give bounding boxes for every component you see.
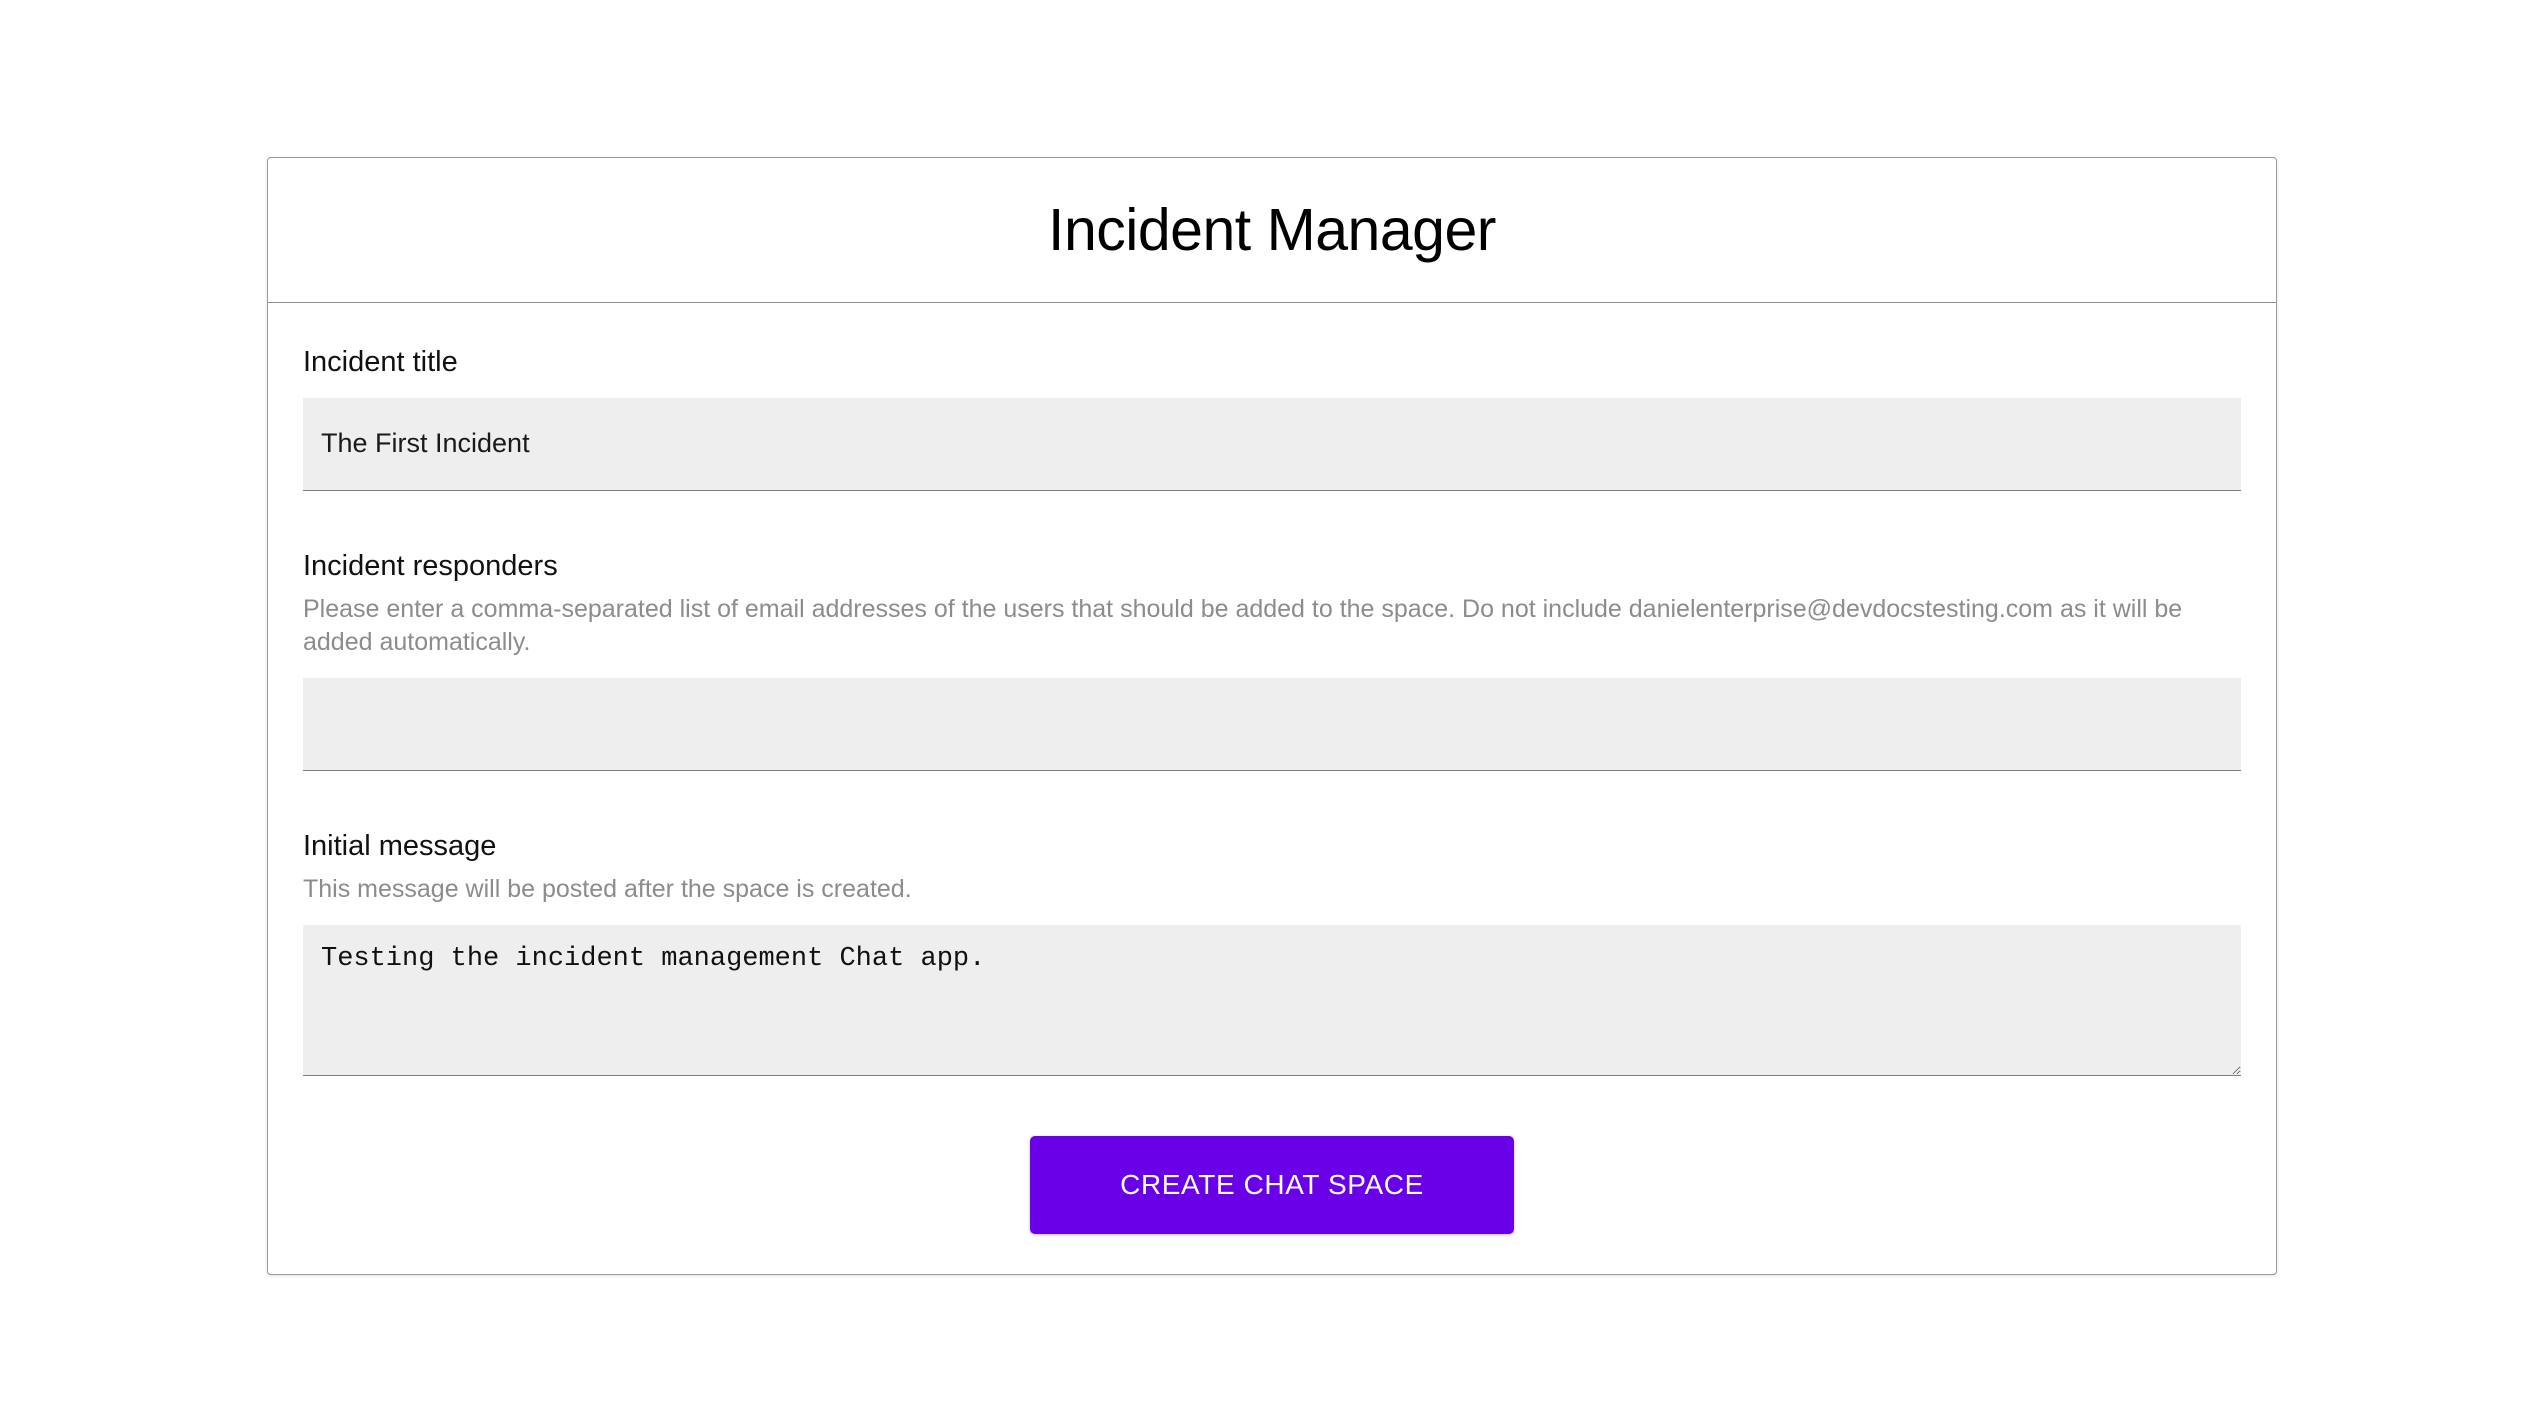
- initial-message-input-shell[interactable]: [303, 925, 2241, 1076]
- initial-message-field: [303, 829, 2241, 1076]
- card-body: [268, 303, 2276, 1234]
- incident-responders-help: Please enter a comma-separated list of email addresses of the users that should be added to the space. Do not include danielenterprise@devdocstesting.com as it will be added automatically.: [303, 594, 2183, 657]
- spacer-2: [303, 771, 2241, 829]
- initial-message-label: Initial message: [303, 830, 497, 863]
- incident-title-field: [303, 345, 2241, 491]
- incident-title-input-shell[interactable]: [303, 398, 2241, 491]
- page-title: Incident Manager: [1048, 196, 1496, 263]
- card-header: [268, 158, 2276, 303]
- initial-message-help: This message will be posted after the space is created.: [303, 874, 912, 903]
- incident-responders-field: [303, 549, 2241, 771]
- incident-responders-input[interactable]: [303, 678, 2241, 770]
- form-actions: [303, 1136, 2241, 1234]
- initial-message-textarea[interactable]: [303, 925, 2241, 1075]
- incident-title-input[interactable]: [303, 398, 2241, 490]
- incident-manager-card: [267, 157, 2277, 1275]
- incident-responders-input-shell[interactable]: [303, 678, 2241, 771]
- incident-title-label: Incident title: [303, 346, 458, 378]
- spacer-1: [303, 491, 2241, 549]
- incident-responders-label: Incident responders: [303, 549, 558, 582]
- create-chat-space-button[interactable]: CREATE CHAT SPACE: [1030, 1136, 1514, 1234]
